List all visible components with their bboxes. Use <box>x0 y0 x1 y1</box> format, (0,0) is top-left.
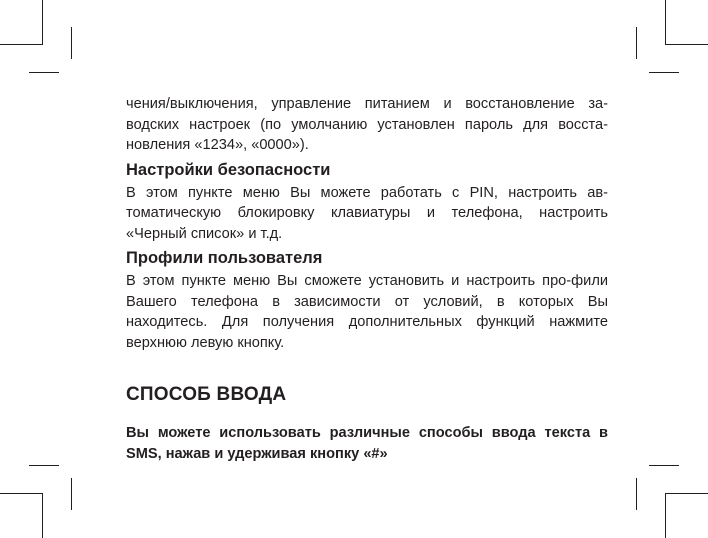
page-content <box>126 94 608 464</box>
section-user-profiles <box>126 248 608 353</box>
section-body-security: В этом пункте меню Вы можете работать с PIN, настроить ав-томатическую блокировку клавиатуры и телефона, настроить «Черный список» и т.д. <box>126 184 608 242</box>
crop-mark-top-left-outer-vertical <box>42 0 43 45</box>
section-body-user-profiles: В этом пункте меню Вы сможете установить и настроить про-фили Вашего телефона в зависимости от условий, в которых Вы находитесь. Для получения дополнительных функций нажмите верхнюю левую кнопку. <box>126 273 608 351</box>
chapter-note: Вы можете использовать различные способы ввода текста в SMS, нажав и удерживая кнопку «#» <box>126 425 608 462</box>
intro-paragraph: чения/выключения, управление питанием и восстановление за-водских настроек (по умолчанию установлен пароль для восста-новления «1234», «0000»). <box>126 96 608 153</box>
crop-mark-bottom-right-inner-vertical <box>636 478 637 510</box>
chapter-title: СПОСОБ ВВОДА <box>126 384 287 405</box>
section-heading-security: Настройки безопасности <box>126 160 331 179</box>
crop-mark-bottom-left-inner-vertical <box>71 478 72 510</box>
section-heading-user-profiles: Профили пользователя <box>126 249 323 267</box>
crop-mark-top-right-inner-vertical <box>636 27 637 59</box>
crop-mark-bottom-left-lower-horizontal <box>0 493 42 494</box>
crop-mark-top-left-inner-vertical <box>71 27 72 59</box>
crop-mark-bottom-left-upper-horizontal <box>29 465 59 466</box>
section-security <box>126 160 608 245</box>
crop-mark-top-right-upper-horizontal <box>666 44 708 45</box>
crop-mark-top-left-lower-horizontal <box>29 72 59 73</box>
crop-mark-bottom-right-lower-horizontal <box>666 493 708 494</box>
crop-mark-bottom-left-outer-vertical <box>42 493 43 538</box>
crop-mark-top-right-lower-horizontal <box>649 72 679 73</box>
crop-mark-bottom-right-upper-horizontal <box>649 465 679 466</box>
crop-mark-top-right-outer-vertical <box>665 0 666 45</box>
crop-mark-bottom-right-outer-vertical <box>665 493 666 538</box>
crop-mark-top-left-upper-horizontal <box>0 44 42 45</box>
